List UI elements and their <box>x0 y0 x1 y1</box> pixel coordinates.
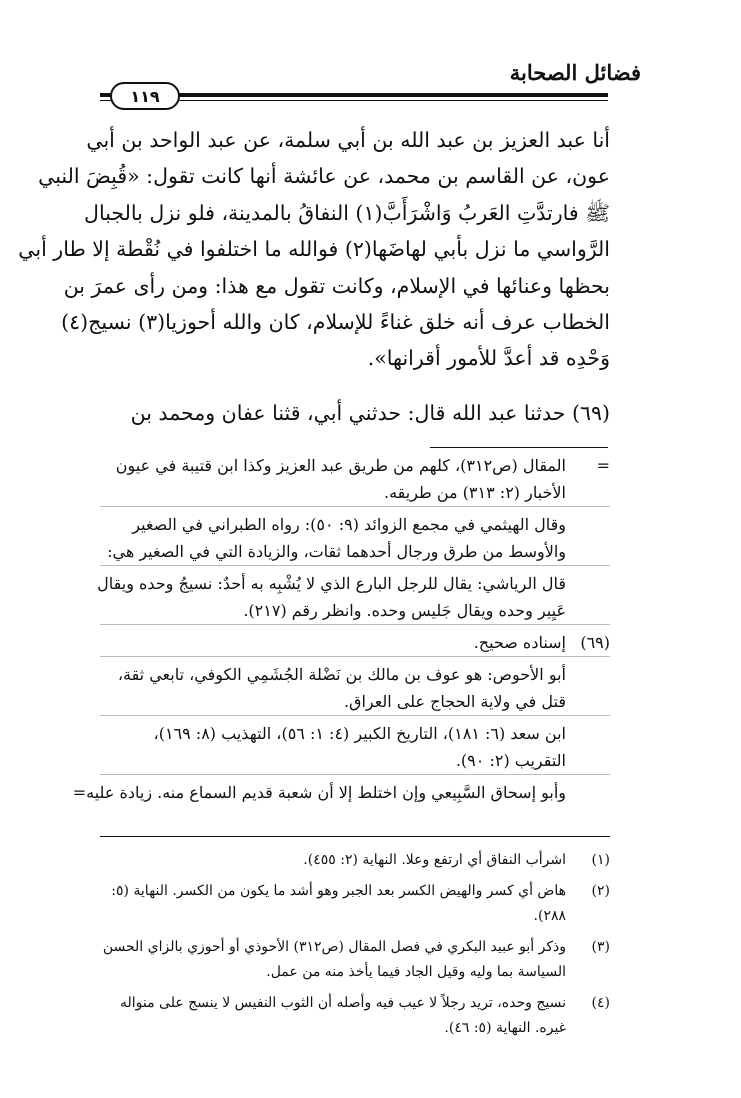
commentary-line: قال الرياشي: يقال للرجل البارع الذي لا يُشْبِه به أحدٌ: نسيجُ وحده ويقال <box>97 574 566 593</box>
footnote-line: غيره. النهاية (٥: ٤٦). <box>444 1020 566 1036</box>
footnote-number: (٤) <box>591 995 610 1011</box>
footnote <box>100 991 610 1041</box>
commentary-line: وقال الهيثمي في مجمع الزوائد (٩: ٥٠): رواه الطبراني في الصغير <box>132 515 566 534</box>
main-text-line: أنا عبد العزيز بن عبد الله بن أبي سلمة، عن عبد الواحد بن أبي <box>86 128 610 152</box>
main-text-line: عون، عن القاسم بن محمد، عن عائشة أنها كانت تقول: «قُبِضَ النبي <box>38 164 610 189</box>
commentary-note <box>100 720 610 775</box>
commentary-line: إسناده صحيح. <box>473 633 566 652</box>
commentary-line: أبو الأحوص: هو عوف بن مالك بن نَضْلة الجُشَمِي الكوفي، تابعي ثقة، <box>117 665 566 684</box>
commentary-line: وأبو إسحاق السَّبِيعي وإن اختلط إلا أن شعبة قديم السماع منه. زيادة عليه= <box>72 783 566 802</box>
footnote <box>100 848 610 873</box>
footnotes <box>100 848 610 1047</box>
running-header-title: فضائل الصحابة <box>509 60 641 85</box>
page-number: ١١٩ <box>110 82 180 110</box>
commentary-line: المقال (ص٣١٢)، كلهم من طريق عبد العزيز وكذا ابن قتيبة في عيون <box>115 456 566 475</box>
commentary-note <box>97 570 610 625</box>
commentary-note <box>100 629 610 657</box>
footnote-number: (١) <box>591 852 610 868</box>
commentary-line: عَيِير وحده ويقال جَليس وحده. وانظر رقم (٢١٧). <box>243 601 566 620</box>
footnote-number: (٢) <box>591 883 610 899</box>
footnote <box>100 879 610 929</box>
main-text-line: بحظها وعنائها في الإسلام، وكانت تقول مع هذا: ومن رأى عمرَ بن <box>63 273 610 298</box>
hadith-heading-line: (٦٩) حدثنا عبد الله قال: حدثني أبي، قثنا عفان ومحمد بن <box>130 400 610 425</box>
commentary-line: الأخبار (٢: ٣١٣) من طريقه. <box>383 483 566 502</box>
footnote-line: نسيج وحده، تريد رجلاً لا عيب فيه وأصله أن الثوب النفيس لا ينسج على منواله <box>119 995 566 1011</box>
commentary-line: التقريب (٢: ٩٠). <box>455 751 566 770</box>
commentary-line: والأوسط من طرق ورجال أحدهما ثقات، والزيادة التي في الصغير هي: <box>107 542 566 561</box>
footnote-line: هاض أي كسر والهيض الكسر بعد الجبر وهو أشد ما يكون من الكسر. النهاية (٥: <box>111 883 566 899</box>
footnotes-separator <box>100 836 610 837</box>
commentary-line: ابن سعد (٦: ١٨١)، التاريخ الكبير (٤: ١: ٥٦)، التهذيب (٨: ١٦٩)، <box>153 724 566 743</box>
footnote-line: السياسة بما وليه وقيل الجاد فيما يأخذ منه من عمل. <box>266 964 566 980</box>
main-text <box>18 122 610 431</box>
commentary-note <box>100 511 610 566</box>
main-text-line: وَحْدِه قد أعدَّ للأمور أقرانها». <box>367 346 610 371</box>
main-text-line: الخطاب عرف أنه خلق غناءً للإسلام، كان والله أحوزيا(٣) نسيج(٤) <box>61 309 610 334</box>
commentary-note <box>100 661 610 716</box>
footnote-line: اشرأب النفاق أي ارتفع وعلا. النهاية (٢: ٤٥٥). <box>303 852 566 868</box>
footnote-line: ٢٨٨). <box>533 908 566 924</box>
commentary-line: قتل في ولاية الحجاج على العراق. <box>343 692 566 711</box>
footnote-line: وذكر أبو عبيد البكري في فصل المقال (ص٣١٢) الأحوذي أو أحوزي بالزاي الحسن <box>102 939 566 955</box>
main-text-line: الرَّواسي ما نزل بأبي لهاضَها(٢) فوالله ما اختلفوا في نُقْطة إلا طار أبي <box>18 237 610 262</box>
footnote <box>100 935 610 985</box>
commentary <box>72 452 610 810</box>
note-marker: = <box>596 456 610 475</box>
commentary-note <box>72 779 610 806</box>
commentary-note <box>100 452 610 507</box>
commentary-separator <box>430 447 608 448</box>
footnote-number: (٣) <box>591 939 610 955</box>
main-text-line: ﷺ فارتدَّتِ العَربُ وَاشْرَأَبَّ(١) النفاقُ بالمدينة، فلو نزل بالجبال <box>84 200 610 225</box>
note-marker: (٦٩) <box>580 633 610 652</box>
